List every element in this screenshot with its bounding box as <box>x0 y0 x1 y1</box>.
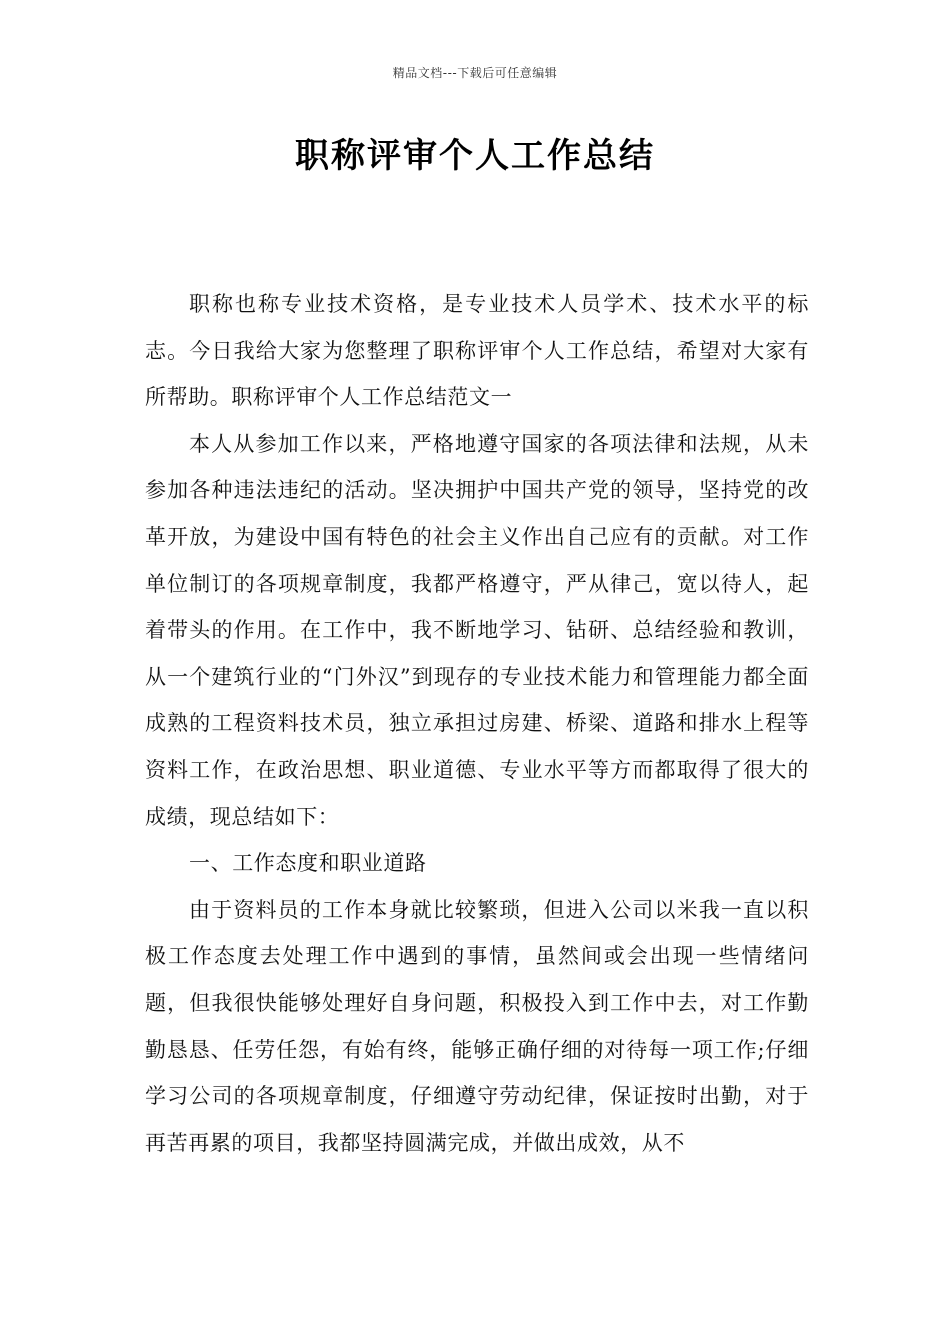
document-title: 职称评审个人工作总结 <box>295 136 655 176</box>
paragraph-intro: 职称也称专业技术资格，是专业技术人员学术、技术水平的标志。今日我给大家为您整理了职称评审个人工作总结，希望对大家有所帮助。职称评审个人工作总结范文一 <box>145 292 809 410</box>
document-body <box>145 281 809 1166</box>
paragraph-section-1: 由于资料员的工作本身就比较繁琐，但进入公司以米我一直以积极工作态度去处理工作中遇到的事情，虽然间或会出现一些情绪问题，但我很快能够处理好自身问题，积极投入到工作中去，对工作勤勤恳恳、任劳任怨，有始有终，能够正确仔细的对待每一项工作;仔细学习公司的各项规章制度，仔细遵守劳动纪律，保证按时出勤，对于再苦再累的项目，我都坚持圆满完成，并做出成效，从不 <box>145 897 809 1155</box>
header-note: 精品文档---下载后可任意编辑 <box>392 66 558 80</box>
paragraph-main: 本人从参加工作以来，严格地遵守国家的各项法律和法规，从未参加各种违法违纪的活动。坚决拥护中国共产党的领导，坚持党的改革开放，为建设中国有特色的社会主义作出自己应有的贡献。对工作单位制订的各项规章制度，我都严格遵守，严从律己，宽以待人，起着带头的作用。在工作中，我不断地学习、钻研、总结经验和教训，从一个建筑行业的“门外汉”到现存的专业技术能力和管理能力都全面成熟的工程资料技术员，独立承担过房建、桥梁、道路和排水上程等资料工作，在政治思想、职业道德、专业水平等方而都取得了很大的成绩，现总结如下： <box>145 431 809 829</box>
section-heading: 一、工作态度和职业道路 <box>189 851 427 876</box>
